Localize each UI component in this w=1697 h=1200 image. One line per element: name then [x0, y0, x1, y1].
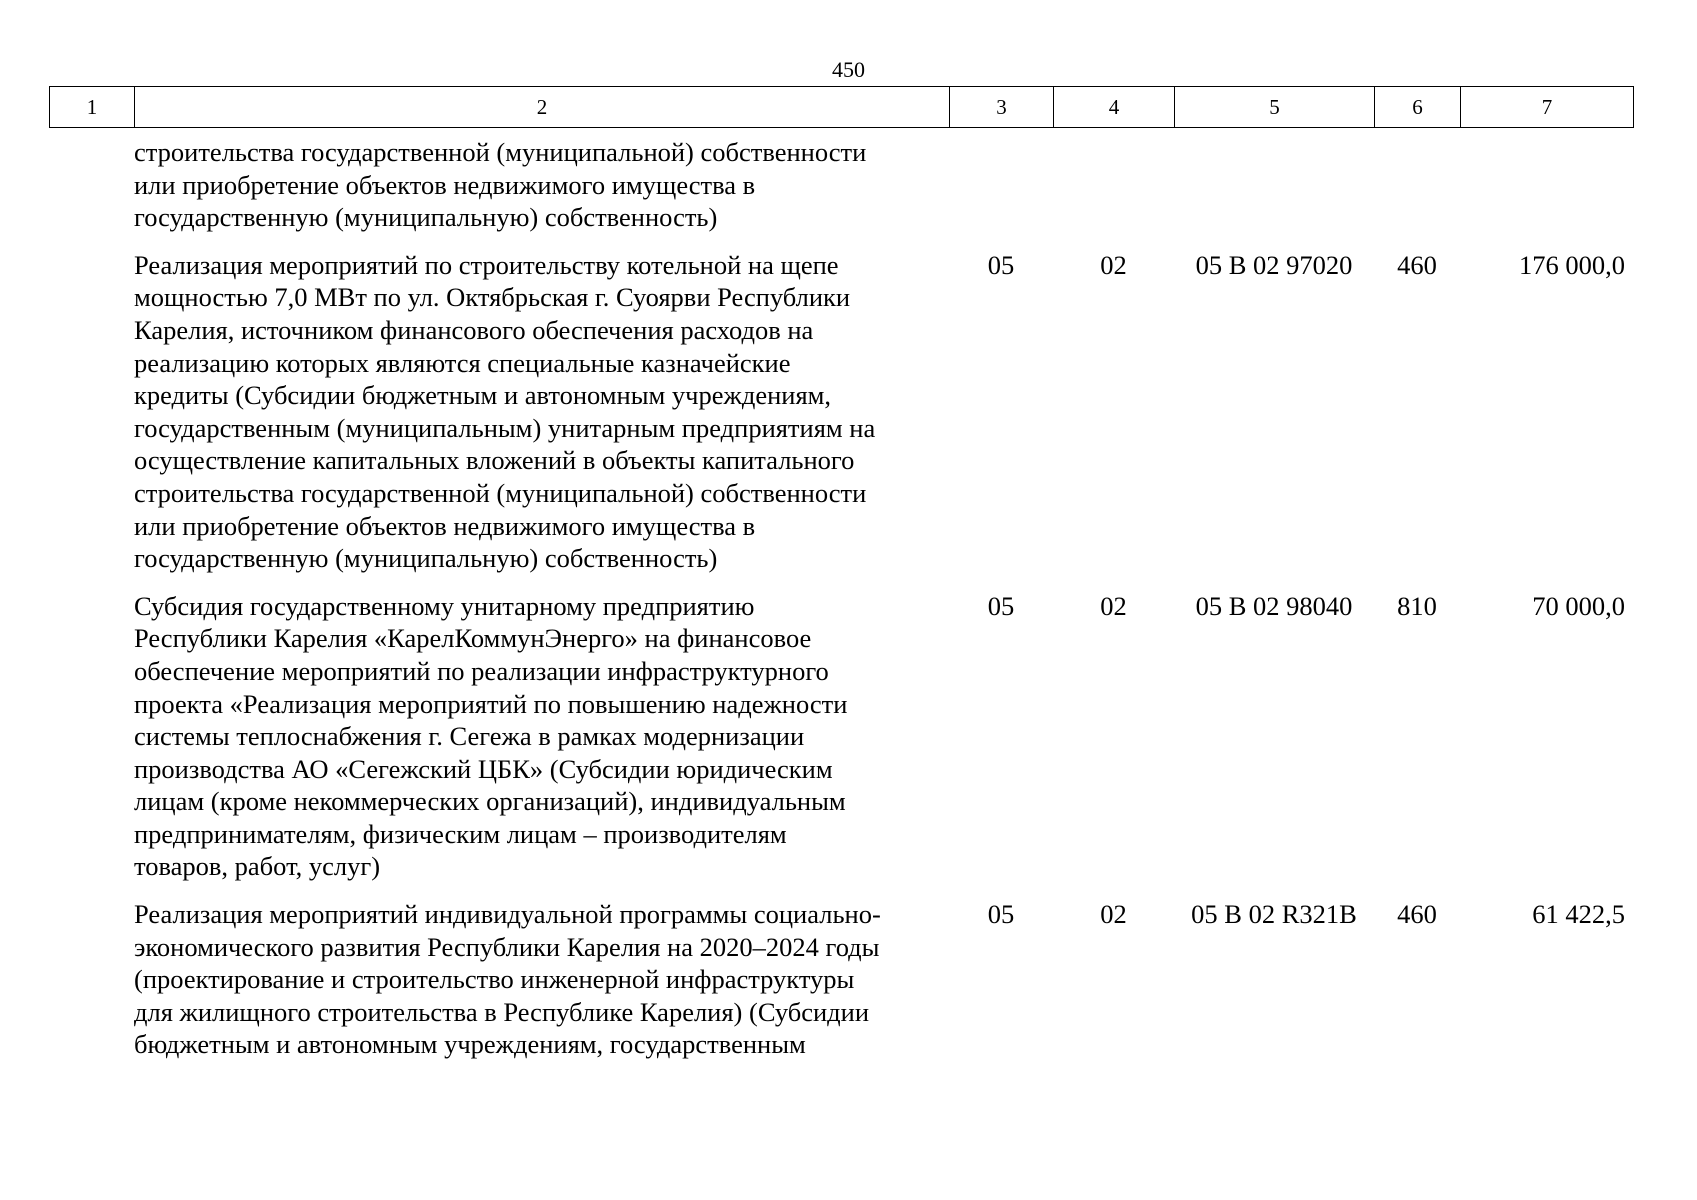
- column-header-row: [50, 87, 1634, 128]
- column-header-table: [49, 86, 1634, 128]
- row-description: строительства государственной (муниципальной) собственности или приобретение объектов недвижимого имущества в государственную (муниципальную) собственность): [134, 137, 867, 233]
- row-section: 05: [987, 899, 1015, 930]
- row-amount: 176 000,0: [1519, 249, 1625, 280]
- row-subsection: 02: [1100, 249, 1127, 280]
- row-amount: 61 422,5: [1532, 899, 1625, 930]
- row-amount: 70 000,0: [1532, 590, 1625, 621]
- column-header-5: 5: [1175, 87, 1375, 128]
- column-header-3: 3: [950, 87, 1054, 128]
- row-description: Субсидия государственному унитарному предприятию Республики Карелия «КарелКоммунЭнерго» на финансовое обеспечение мероприятий по реализации инфраструктурного проекта «Реализация мероприятий по повышению надежности системы теплоснабжения г. Сегежа в рамках модернизации производства АО «Сегежский ЦБК» (Субсидии юридическим лицам (кроме некоммерческих организаций), индивидуальным предпринимателям, физическим лицам – производителям товаров, работ, услуг): [134, 590, 848, 882]
- row-subsection: 02: [1100, 899, 1127, 930]
- table-row: [49, 590, 1633, 883]
- table-row: [49, 898, 1633, 1061]
- row-expense-type: 460: [1397, 249, 1437, 280]
- row-description: Реализация мероприятий по строительству котельной на щепе мощностью 7,0 МВт по ул. Октябрьская г. Суоярви Республики Карелия, источником финансового обеспечения расходов на реализацию которых являются специальные казначейские кредиты (Субсидии бюджетным и автономным учреждениям, государственным (муниципальным) унитарным предприятиям на осуществление капитальных вложений в объекты капитального строительства государственной (муниципальной) собственности или приобретение объектов недвижимого имущества в государственную (муниципальную) собственность): [134, 249, 876, 574]
- column-header-4: 4: [1054, 87, 1175, 128]
- column-header-6: 6: [1375, 87, 1461, 128]
- table-row: [49, 136, 1633, 234]
- table-row: [49, 249, 1633, 575]
- row-target-code: 05 В 02 R321В: [1191, 899, 1357, 930]
- row-subsection: 02: [1100, 590, 1127, 621]
- row-target-code: 05 В 02 97020: [1195, 249, 1353, 280]
- row-section: 05: [987, 590, 1015, 621]
- column-header-1: 1: [50, 87, 135, 128]
- budget-table-body: [49, 136, 1633, 1076]
- column-header-2: 2: [135, 87, 950, 128]
- row-description: Реализация мероприятий индивидуальной программы социально- экономического развития Республики Карелия на 2020–2024 годы (проектирование и строительство инженерной инфраструктуры для жилищного строительства в Республике Карелия) (Субсидии бюджетным и автономным учреждениям, государственным: [134, 899, 881, 1060]
- row-section: 05: [987, 249, 1015, 280]
- row-target-code: 05 В 02 98040: [1195, 590, 1353, 621]
- page-number: 450: [832, 57, 865, 82]
- column-header-7: 7: [1461, 87, 1634, 128]
- row-expense-type: 460: [1397, 899, 1437, 930]
- row-expense-type: 810: [1397, 590, 1437, 621]
